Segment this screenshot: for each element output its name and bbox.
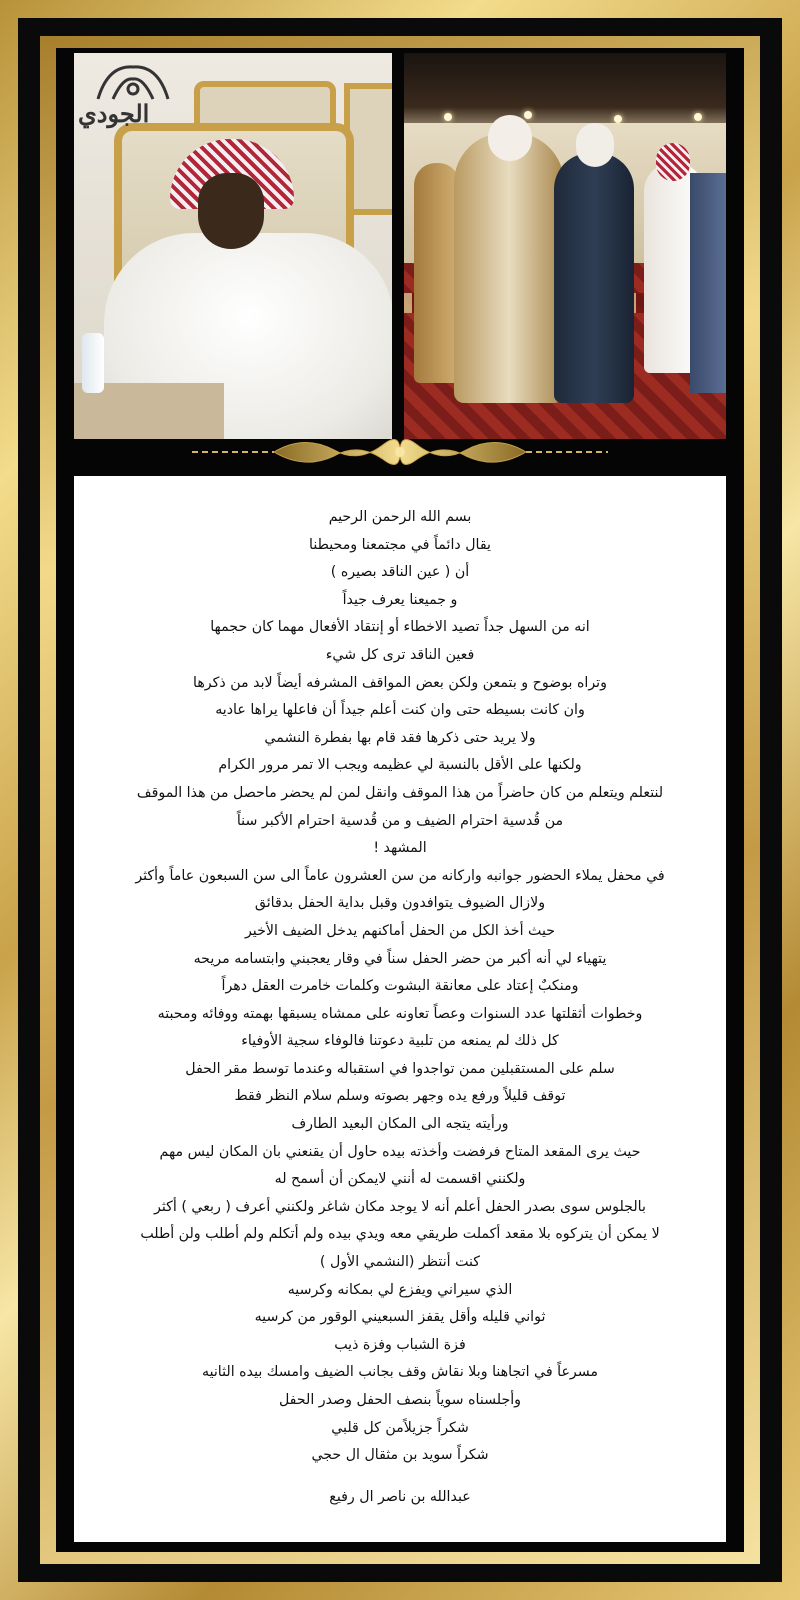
logo-wordmark: الجودي	[78, 99, 150, 128]
letter-line: المشهد !	[373, 840, 427, 857]
letter-line: بسم الله الرحمن الرحيم	[328, 509, 472, 525]
man-face	[198, 173, 264, 249]
ceiling-lamp-icon	[444, 113, 452, 121]
letter-line: توقف قليلاً ورفع يده وجهر بصوته وسلم سلام النظر فقط	[234, 1088, 566, 1105]
letter-line: ولا يريد حتى ذكرها فقد قام بها بفطرة النشمي	[264, 729, 536, 746]
portrait-photo	[74, 53, 392, 439]
letter-line: لا يمكن أن يتركوه بلا مقعد أكملت طريقي معه ويدي بيده ولم أتكلم ولم أطلب ولن أطلب	[140, 1226, 660, 1243]
guest-headdress	[656, 143, 690, 181]
ceiling-lamp-icon	[524, 111, 532, 119]
host-headdress	[576, 123, 614, 167]
ceiling-lamp-icon	[614, 115, 622, 123]
letter-line: سلم على المستقبلين ممن تواجدوا في استقباله وعندما توسط مقر الحفل	[185, 1060, 615, 1077]
letter-line: أن ( عين الناقد بصيره )	[330, 564, 470, 581]
letter-line: انه من السهل جداً تصيد الاخطاء أو إنتقاد الأفعال مهما كان حجمها	[210, 619, 590, 636]
letter-line: مسرعاً في اتجاهنا وبلا نقاش وقف بجانب الضيف وامسك بيده الثانيه	[201, 1364, 599, 1381]
event-photo	[404, 53, 726, 439]
letter-line: يقال دائماً في مجتمعنا ومحيطنا	[309, 536, 491, 553]
letter-line: فعين الناقد ترى كل شيء	[325, 646, 475, 663]
letter-line: فزة الشباب وفزة ذيب	[334, 1336, 466, 1353]
letter-line: وأجلسناه سوياً بنصف الحفل وصدر الحفل	[278, 1392, 522, 1408]
letter-line: الذي سيراني ويفزع لي بمكانه وكرسيه	[287, 1281, 513, 1298]
letter-line: بالجلوس سوى بصدر الحفل أعلم أنه لا يوجد مكان شاغر ولكنني أعرف ( ربعي ) أكثر	[154, 1198, 646, 1215]
elderly-guest-bisht	[454, 133, 564, 403]
letter-line: ورأيته يتجه الى المكان البعيد الطارف	[291, 1116, 509, 1133]
letter-line: كل ذلك لم يمنعه من تلبية دعوتنا فالوفاء سجية الأوفياء	[241, 1033, 559, 1050]
letter-line: شكراً سويد بن مثقال ال حجي	[311, 1447, 489, 1464]
letter-line: و جميعنا يعرف جيداً	[342, 591, 458, 608]
letter-line: ولازال الضيوف يتوافدون وقبل بداية الحفل بدقائق	[254, 895, 546, 912]
letter-line: وان كانت بسيطه حتى وان كنت أعلم جيداً أن فاعلها يراها عاديه	[215, 702, 585, 719]
letter-line: ثواني قليله وأقل يقفز السبعيني الوقور من كرسيه	[254, 1309, 546, 1326]
letter-line: ولكنني اقسمت له أنني لايمكن أن أسمح له	[274, 1171, 526, 1188]
guest-headdress	[488, 115, 532, 161]
letter-line: ولكنها على الأقل بالنسبة لي عظيمه ويجب الا تمر مرور الكرام	[218, 757, 582, 774]
letter-text-panel	[74, 476, 726, 1542]
letter-line: ومنكبٌ إعتاد على معانقة البشوت وكلمات خامرت العقل دهراً	[221, 978, 579, 995]
letter-line: حيث أخذ الكل من الحفل أماكنهم يدخل الضيف الأخير	[244, 922, 556, 939]
ceiling-lamp-icon	[694, 113, 702, 121]
host-figure	[554, 153, 634, 403]
water-bottle	[82, 333, 104, 393]
guest-figure	[690, 173, 726, 393]
letter-line: حيث يرى المقعد المتاح فرفضت وأخذته بيده حاول أن يقنعني بان المكان ليس مهم	[159, 1143, 641, 1160]
signature: عبدالله بن ناصر ال رفيع	[329, 1488, 471, 1505]
letter-line: وخطوات أثقلتها عدد السنوات وعصاً تعاونه على ممشاه يسبقها بهمته ووفائه ومحبته	[157, 1005, 643, 1022]
gold-ornament-divider-icon	[74, 430, 726, 474]
letter-line: كنت أنتظر (النشمي الأول )	[319, 1254, 481, 1271]
letter-line: وتراه بوضوح و بتمعن ولكن بعض المواقف المشرفه أيضاً لابد من ذكرها	[193, 674, 607, 691]
letter-line: من قُدسية احترام الضيف و من قُدسية احترام الأكبر سناً	[236, 812, 564, 829]
letter-line: لنتعلم ويتعلم من كان حاضراً من هذا الموقف وانقل لمن لم يحضر ماحصل من هذا الموقف	[136, 784, 664, 801]
letter-line: يتهياء لي أنه أكبر من حضر الحفل سناً في وقار يعجبني وابتسامه مريحه	[193, 950, 607, 967]
letter-line: شكراً جزيلاًمن كل قلبي	[331, 1419, 469, 1436]
letter-line: في محفل يملاء الحضور جوانبه واركانه من سن العشرون عاماً الى سن السبعون عاماً وأكثر	[135, 867, 665, 884]
